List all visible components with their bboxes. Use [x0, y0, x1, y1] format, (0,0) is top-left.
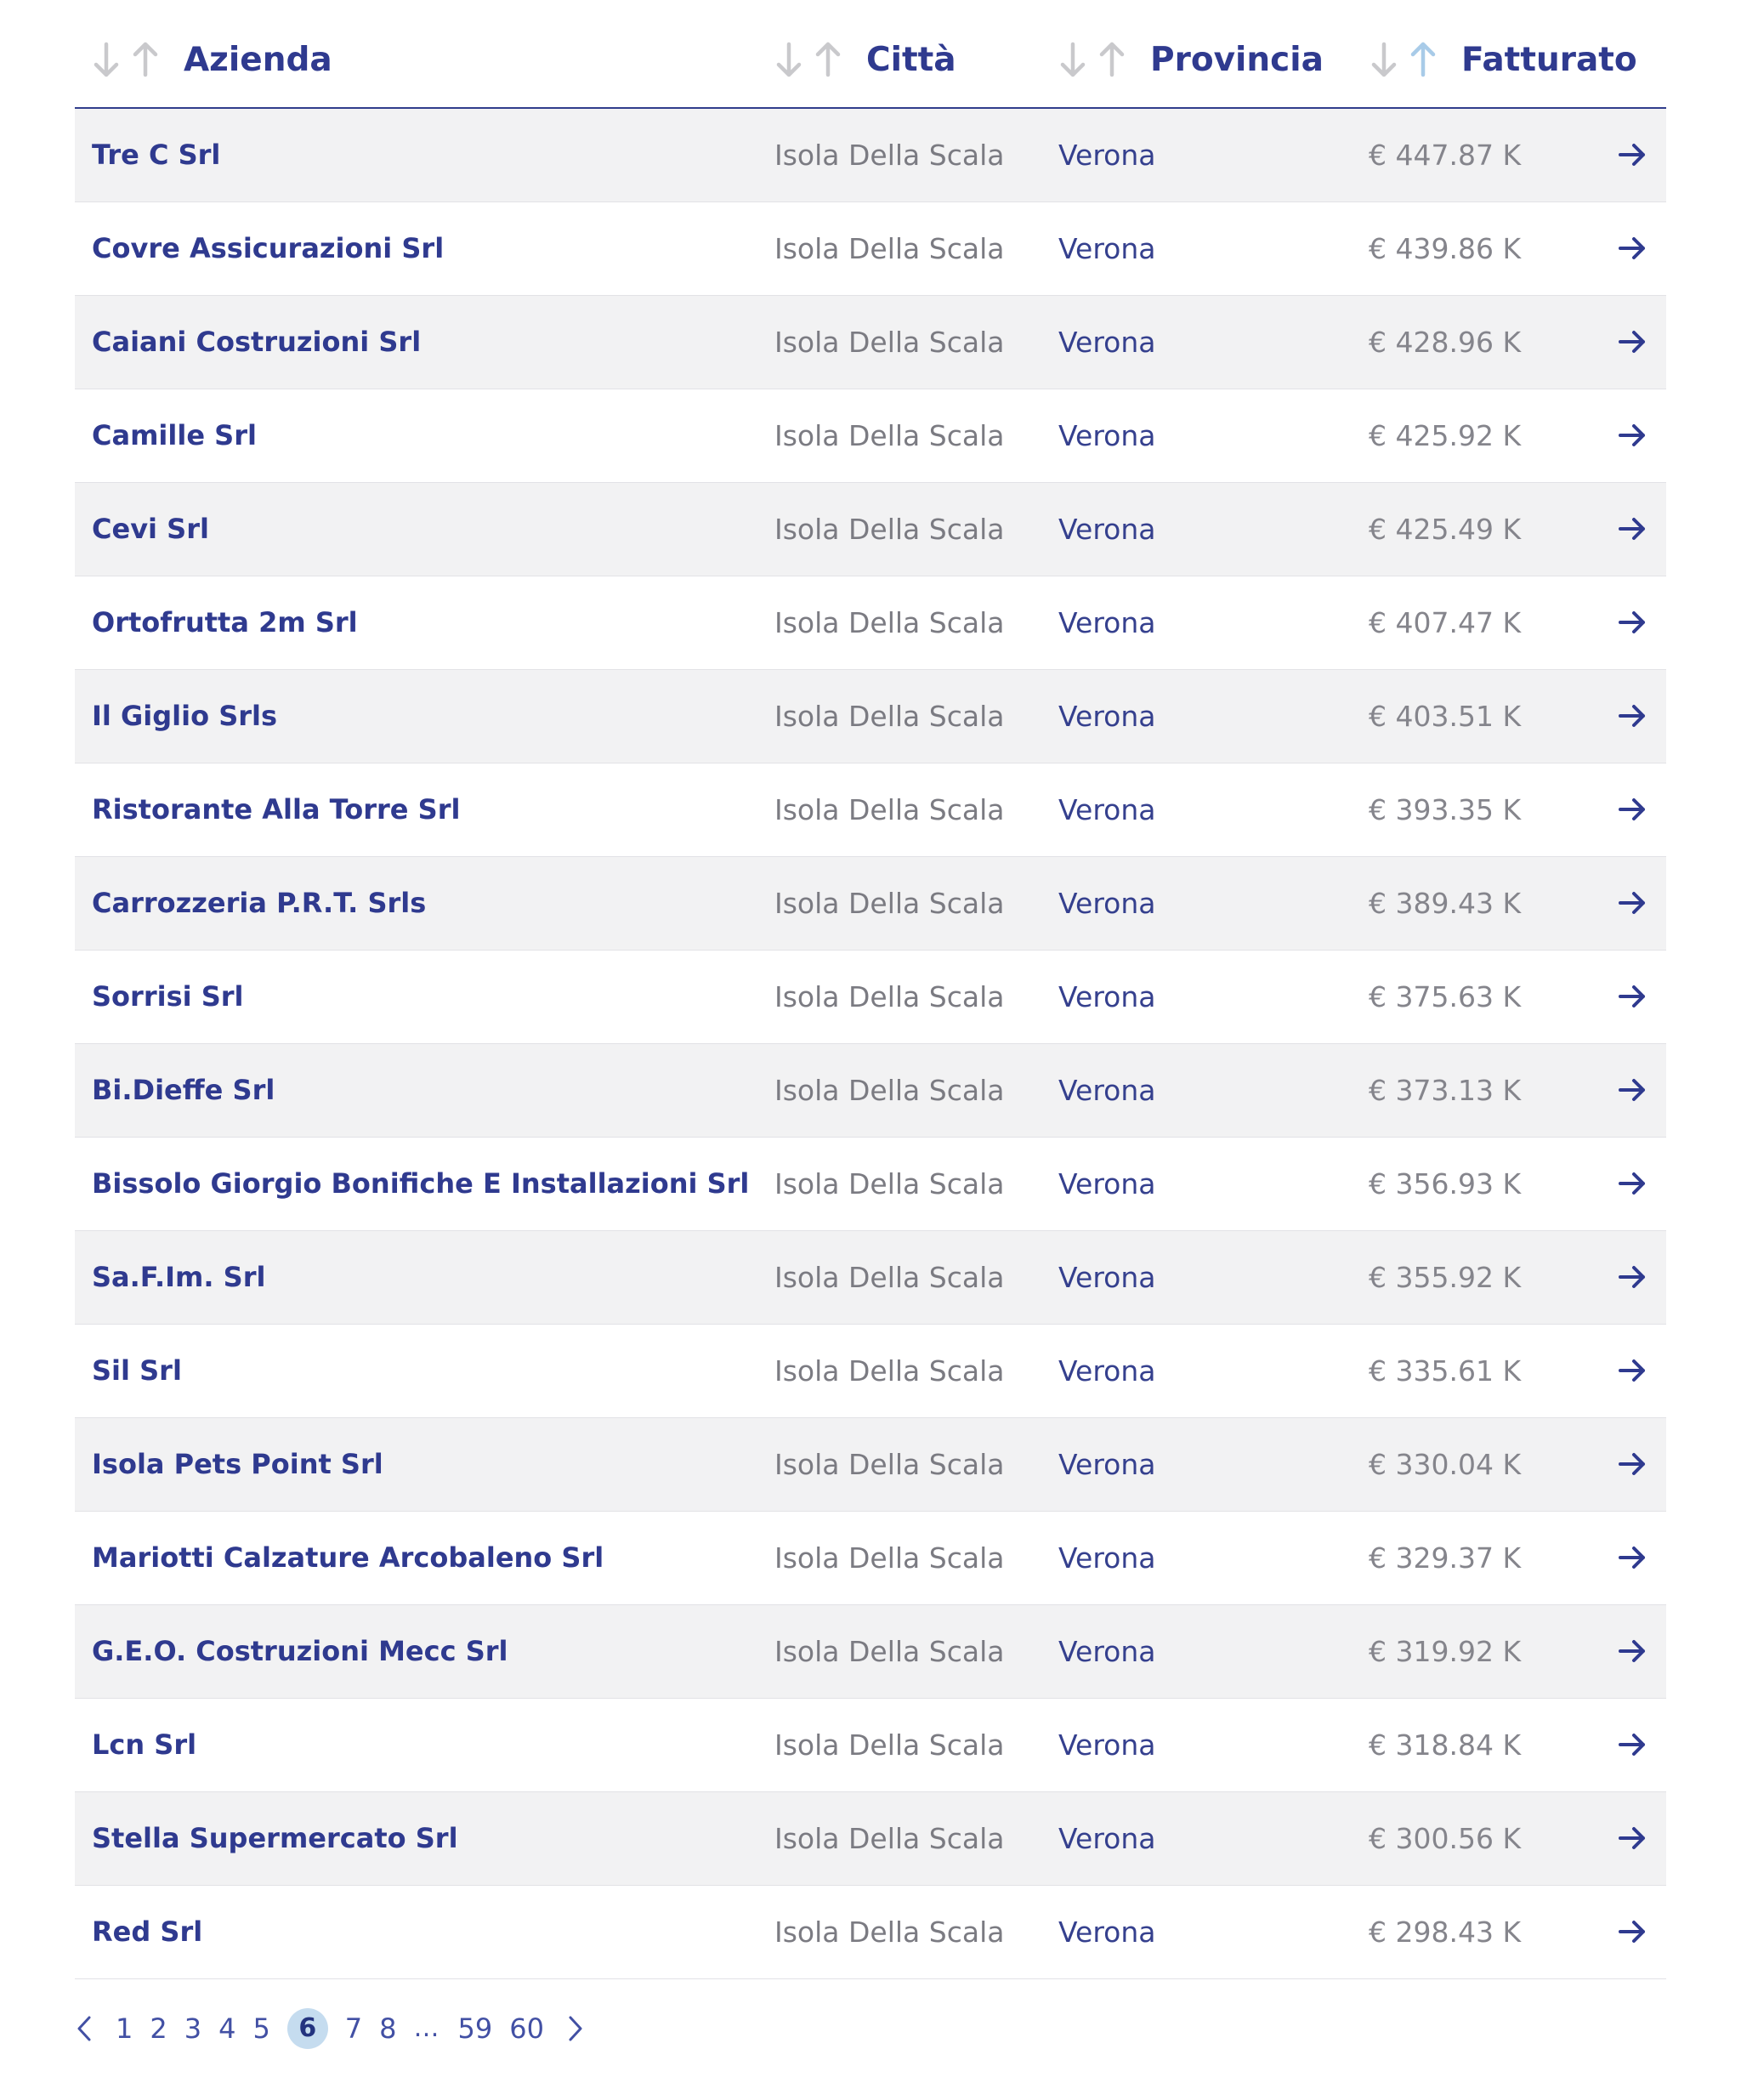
revenue-cell: € 329.37 K — [1369, 1541, 1522, 1575]
province-cell: Verona — [1058, 232, 1156, 265]
revenue-cell: € 439.86 K — [1369, 232, 1522, 265]
page-link[interactable]: 60 — [509, 2012, 544, 2045]
page-link[interactable]: 3 — [184, 2012, 202, 2045]
province-cell: Verona — [1058, 606, 1156, 639]
province-cell: Verona — [1058, 1822, 1156, 1855]
city-cell: Isola Della Scala — [774, 1541, 1005, 1575]
company-name[interactable]: Cevi Srl — [92, 513, 209, 545]
sort-header-azienda[interactable] — [92, 36, 332, 83]
sort-header-citta[interactable] — [774, 36, 956, 83]
city-cell: Isola Della Scala — [774, 1728, 1005, 1762]
city-cell: Isola Della Scala — [774, 326, 1005, 359]
column-label-citta: Città — [866, 40, 956, 79]
sort-arrows-icon — [92, 39, 160, 80]
table-row[interactable] — [75, 1886, 1666, 1979]
city-cell: Isola Della Scala — [774, 419, 1005, 452]
revenue-cell: € 330.04 K — [1369, 1448, 1522, 1481]
revenue-cell: € 389.43 K — [1369, 887, 1522, 920]
revenue-cell: € 335.61 K — [1369, 1354, 1522, 1388]
revenue-cell: € 300.56 K — [1369, 1822, 1522, 1855]
company-name[interactable]: Camille Srl — [92, 419, 257, 451]
city-cell: Isola Della Scala — [774, 1448, 1005, 1481]
arrow-right-icon[interactable] — [1618, 1356, 1647, 1387]
page-link[interactable]: 8 — [379, 2012, 397, 2045]
revenue-cell: € 355.92 K — [1369, 1261, 1522, 1294]
arrow-right-icon[interactable] — [1618, 327, 1647, 358]
company-name[interactable]: Bissolo Giorgio Bonifiche E Installazioni Srl — [92, 1167, 750, 1200]
revenue-cell: € 425.92 K — [1369, 419, 1522, 452]
table-row[interactable] — [75, 1418, 1666, 1512]
company-name[interactable]: Sorrisi Srl — [92, 980, 244, 1013]
arrow-right-icon[interactable] — [1618, 1169, 1647, 1200]
table-row[interactable] — [75, 483, 1666, 576]
sort-down-icon — [1058, 39, 1087, 80]
city-cell: Isola Della Scala — [774, 1074, 1005, 1107]
table-row[interactable] — [75, 576, 1666, 670]
page-current[interactable]: 6 — [287, 2008, 328, 2049]
arrow-right-icon[interactable] — [1618, 982, 1647, 1013]
companies-table — [75, 0, 1666, 1979]
city-cell: Isola Della Scala — [774, 232, 1005, 265]
arrow-right-icon[interactable] — [1618, 701, 1647, 732]
column-label-azienda: Azienda — [184, 40, 332, 79]
page-list — [116, 2003, 561, 2054]
table-header — [75, 0, 1666, 109]
pagination — [75, 2003, 585, 2054]
province-cell: Verona — [1058, 793, 1156, 826]
city-cell: Isola Della Scala — [774, 1261, 1005, 1294]
province-cell: Verona — [1058, 1074, 1156, 1107]
arrow-right-icon[interactable] — [1618, 888, 1647, 919]
column-label-fatturato: Fatturato — [1461, 40, 1637, 79]
table-row[interactable] — [75, 1699, 1666, 1792]
table-row[interactable] — [75, 1044, 1666, 1138]
province-cell: Verona — [1058, 980, 1156, 1013]
sort-up-icon — [131, 39, 160, 80]
province-cell: Verona — [1058, 1728, 1156, 1762]
table-row[interactable] — [75, 389, 1666, 483]
arrow-right-icon[interactable] — [1618, 234, 1647, 264]
arrow-right-icon[interactable] — [1618, 1824, 1647, 1854]
company-name[interactable]: Ristorante Alla Torre Srl — [92, 793, 461, 826]
city-cell: Isola Della Scala — [774, 1916, 1005, 1949]
next-page-button[interactable] — [566, 2014, 585, 2043]
page-link[interactable]: 7 — [344, 2012, 363, 2045]
column-label-provincia: Provincia — [1150, 40, 1324, 79]
revenue-cell: € 298.43 K — [1369, 1916, 1522, 1949]
arrow-right-icon[interactable] — [1618, 795, 1647, 826]
city-cell: Isola Della Scala — [774, 793, 1005, 826]
province-cell: Verona — [1058, 513, 1156, 546]
table-row[interactable] — [75, 296, 1666, 389]
page-ellipsis: … — [413, 2013, 440, 2043]
table-row[interactable] — [75, 857, 1666, 951]
page-link[interactable]: 5 — [252, 2012, 270, 2045]
city-cell: Isola Della Scala — [774, 980, 1005, 1013]
arrow-right-icon[interactable] — [1618, 140, 1647, 171]
revenue-cell: € 318.84 K — [1369, 1728, 1522, 1762]
arrow-right-icon[interactable] — [1618, 421, 1647, 451]
revenue-cell: € 319.92 K — [1369, 1635, 1522, 1668]
revenue-cell: € 393.35 K — [1369, 793, 1522, 826]
company-name[interactable]: Red Srl — [92, 1916, 203, 1948]
sort-down-icon — [92, 39, 121, 80]
city-cell: Isola Della Scala — [774, 1167, 1005, 1200]
revenue-cell: € 403.51 K — [1369, 700, 1522, 733]
page-link[interactable]: 1 — [116, 2012, 133, 2045]
company-name[interactable]: Bi.Dieffe Srl — [92, 1074, 275, 1106]
table-body — [75, 109, 1666, 1979]
sort-header-provincia[interactable] — [1058, 36, 1324, 83]
city-cell: Isola Della Scala — [774, 887, 1005, 920]
company-name[interactable]: Caiani Costruzioni Srl — [92, 326, 422, 358]
revenue-cell: € 375.63 K — [1369, 980, 1522, 1013]
province-cell: Verona — [1058, 1448, 1156, 1481]
arrow-right-icon[interactable] — [1618, 1917, 1647, 1948]
prev-page-button[interactable] — [75, 2014, 94, 2043]
company-name[interactable]: Stella Supermercato Srl — [92, 1822, 458, 1854]
sort-arrows-icon — [1058, 39, 1126, 80]
table-row[interactable] — [75, 109, 1666, 202]
sort-up-icon — [814, 39, 842, 80]
province-cell: Verona — [1058, 1916, 1156, 1949]
province-cell: Verona — [1058, 1167, 1156, 1200]
table-row[interactable] — [75, 202, 1666, 296]
page-link[interactable]: 59 — [457, 2012, 493, 2045]
table-row[interactable] — [75, 1325, 1666, 1418]
sort-down-icon — [1370, 39, 1398, 80]
city-cell: Isola Della Scala — [774, 606, 1005, 639]
revenue-cell: € 373.13 K — [1369, 1074, 1522, 1107]
revenue-cell: € 356.93 K — [1369, 1167, 1522, 1200]
arrow-right-icon[interactable] — [1618, 1543, 1647, 1574]
sort-header-fatturato[interactable] — [1370, 36, 1637, 83]
province-cell: Verona — [1058, 700, 1156, 733]
province-cell: Verona — [1058, 887, 1156, 920]
city-cell: Isola Della Scala — [774, 1822, 1005, 1855]
revenue-cell: € 428.96 K — [1369, 326, 1522, 359]
table-row[interactable] — [75, 951, 1666, 1044]
province-cell: Verona — [1058, 326, 1156, 359]
province-cell: Verona — [1058, 1541, 1156, 1575]
sort-up-icon — [1409, 39, 1438, 80]
province-cell: Verona — [1058, 419, 1156, 452]
table-row[interactable] — [75, 763, 1666, 857]
table-row[interactable] — [75, 1792, 1666, 1886]
company-name[interactable]: Il Giglio Srls — [92, 700, 278, 732]
arrow-right-icon[interactable] — [1618, 608, 1647, 639]
chevron-left-icon — [75, 2014, 94, 2043]
arrow-right-icon[interactable] — [1618, 1637, 1647, 1667]
arrow-right-icon[interactable] — [1618, 514, 1647, 545]
company-name[interactable]: Mariotti Calzature Arcobaleno Srl — [92, 1541, 604, 1574]
arrow-right-icon[interactable] — [1618, 1076, 1647, 1106]
company-name[interactable]: Ortofrutta 2m Srl — [92, 606, 358, 639]
company-name[interactable]: Carrozzeria P.R.T. Srls — [92, 887, 427, 919]
city-cell: Isola Della Scala — [774, 513, 1005, 546]
table-row[interactable] — [75, 1512, 1666, 1605]
table-row[interactable] — [75, 1231, 1666, 1325]
page-link[interactable]: 2 — [150, 2012, 167, 2045]
city-cell: Isola Della Scala — [774, 1635, 1005, 1668]
company-name[interactable]: Sa.F.Im. Srl — [92, 1261, 266, 1293]
province-cell: Verona — [1058, 1354, 1156, 1388]
revenue-cell: € 407.47 K — [1369, 606, 1522, 639]
province-cell: Verona — [1058, 139, 1156, 172]
chevron-right-icon — [566, 2014, 585, 2043]
sort-up-icon — [1097, 39, 1126, 80]
table-row[interactable] — [75, 1138, 1666, 1231]
table-row[interactable] — [75, 670, 1666, 763]
sort-arrows-icon — [774, 39, 842, 80]
province-cell: Verona — [1058, 1261, 1156, 1294]
company-name[interactable]: Lcn Srl — [92, 1728, 197, 1761]
company-name[interactable]: Sil Srl — [92, 1354, 182, 1387]
company-name[interactable]: Covre Assicurazioni Srl — [92, 232, 445, 264]
city-cell: Isola Della Scala — [774, 700, 1005, 733]
province-cell: Verona — [1058, 1635, 1156, 1668]
table-row[interactable] — [75, 1605, 1666, 1699]
company-name[interactable]: Tre C Srl — [92, 139, 221, 171]
city-cell: Isola Della Scala — [774, 1354, 1005, 1388]
arrow-right-icon[interactable] — [1618, 1730, 1647, 1761]
company-name[interactable]: Isola Pets Point Srl — [92, 1448, 383, 1480]
revenue-cell: € 447.87 K — [1369, 139, 1522, 172]
page-link[interactable]: 4 — [218, 2012, 236, 2045]
company-name[interactable]: G.E.O. Costruzioni Mecc Srl — [92, 1635, 508, 1667]
city-cell: Isola Della Scala — [774, 139, 1005, 172]
sort-arrows-icon — [1370, 39, 1438, 80]
arrow-right-icon[interactable] — [1618, 1450, 1647, 1480]
revenue-cell: € 425.49 K — [1369, 513, 1522, 546]
sort-down-icon — [774, 39, 803, 80]
arrow-right-icon[interactable] — [1618, 1263, 1647, 1293]
